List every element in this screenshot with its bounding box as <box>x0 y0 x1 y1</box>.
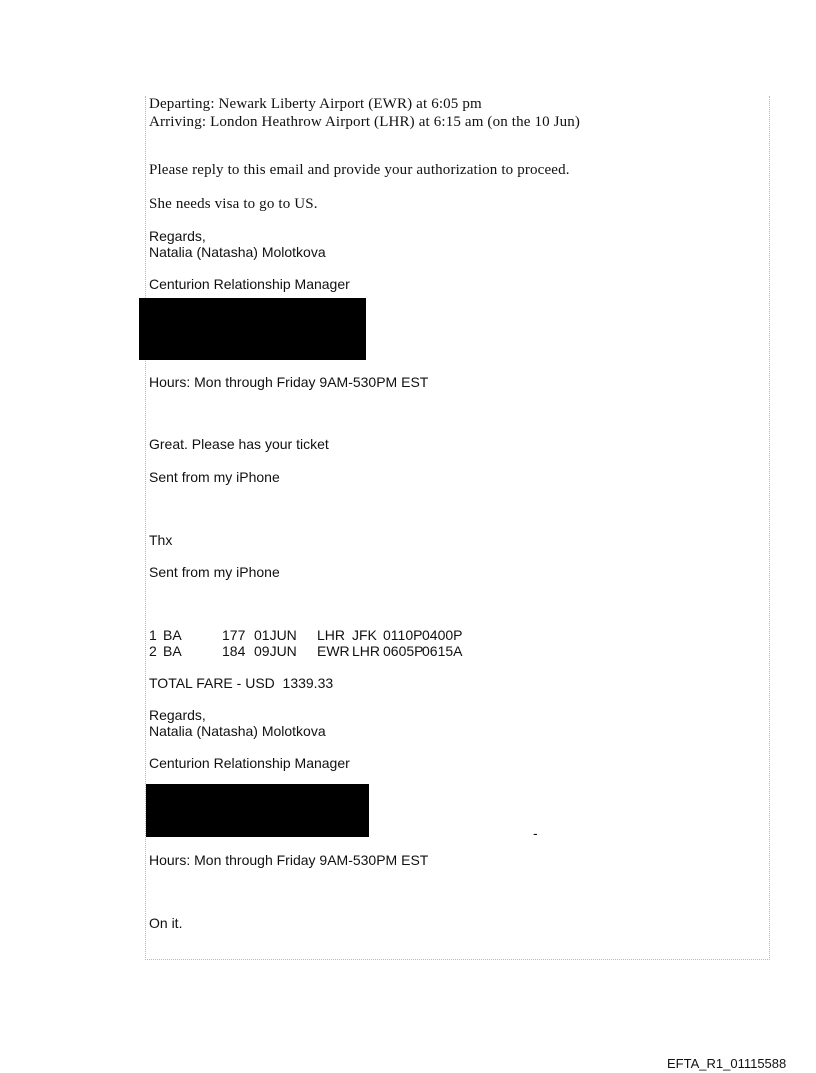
itinerary-arr: 0400P <box>422 627 463 643</box>
sent-from-iphone: Sent from my iPhone <box>149 469 280 485</box>
total-fare: TOTAL FARE - USD 1339.33 <box>149 675 334 691</box>
reply-message: Great. Please has your ticket <box>149 436 329 452</box>
signature-name: Natalia (Natasha) Molotkova <box>149 244 326 260</box>
itinerary-flight: 177 <box>222 627 246 643</box>
sent-from-iphone: Sent from my iPhone <box>149 564 280 580</box>
itinerary-flight: 184 <box>222 643 246 659</box>
arriving-line: Arriving: London Heathrow Airport (LHR) at 6:15 am (on the 10 Jun) <box>149 114 581 130</box>
itinerary-to: JFK <box>352 627 377 643</box>
itinerary-from: LHR <box>317 627 346 643</box>
reply-message: Thx <box>149 532 173 548</box>
itinerary-dep: 0605P <box>383 643 424 659</box>
signature-regards: Regards, <box>149 228 206 244</box>
itinerary-dep: 0110P <box>383 627 423 643</box>
visa-note-line: She needs visa to go to US. <box>149 196 318 212</box>
departing-line: Departing: Newark Liberty Airport (EWR) at 6:05 pm <box>149 96 482 112</box>
signature-hours: Hours: Mon through Friday 9AM-530PM EST <box>149 374 429 390</box>
reply-request-line: Please reply to this email and provide your authorization to proceed. <box>149 162 570 178</box>
document-id: EFTA_R1_01115588 <box>667 1056 787 1071</box>
redaction-block <box>146 784 369 837</box>
itinerary-num: 1 <box>149 627 157 643</box>
signature-title: Centurion Relationship Manager <box>149 755 350 771</box>
itinerary-airline: BA <box>163 627 182 643</box>
itinerary-airline: BA <box>163 643 182 659</box>
signature-title: Centurion Relationship Manager <box>149 276 350 292</box>
itinerary-arr: 0615A <box>422 643 463 659</box>
itinerary-date: 01JUN <box>254 627 297 643</box>
signature-hours: Hours: Mon through Friday 9AM-530PM EST <box>149 852 429 868</box>
signature-name: Natalia (Natasha) Molotkova <box>149 723 326 739</box>
itinerary-to: LHR <box>352 643 381 659</box>
itinerary-date: 09JUN <box>254 643 297 659</box>
redaction-block <box>139 298 366 360</box>
signature-regards: Regards, <box>149 707 206 723</box>
itinerary-from: EWR <box>317 643 350 659</box>
stray-dash: - <box>533 825 538 841</box>
reply-message: On it. <box>149 915 183 931</box>
itinerary-num: 2 <box>149 643 157 659</box>
